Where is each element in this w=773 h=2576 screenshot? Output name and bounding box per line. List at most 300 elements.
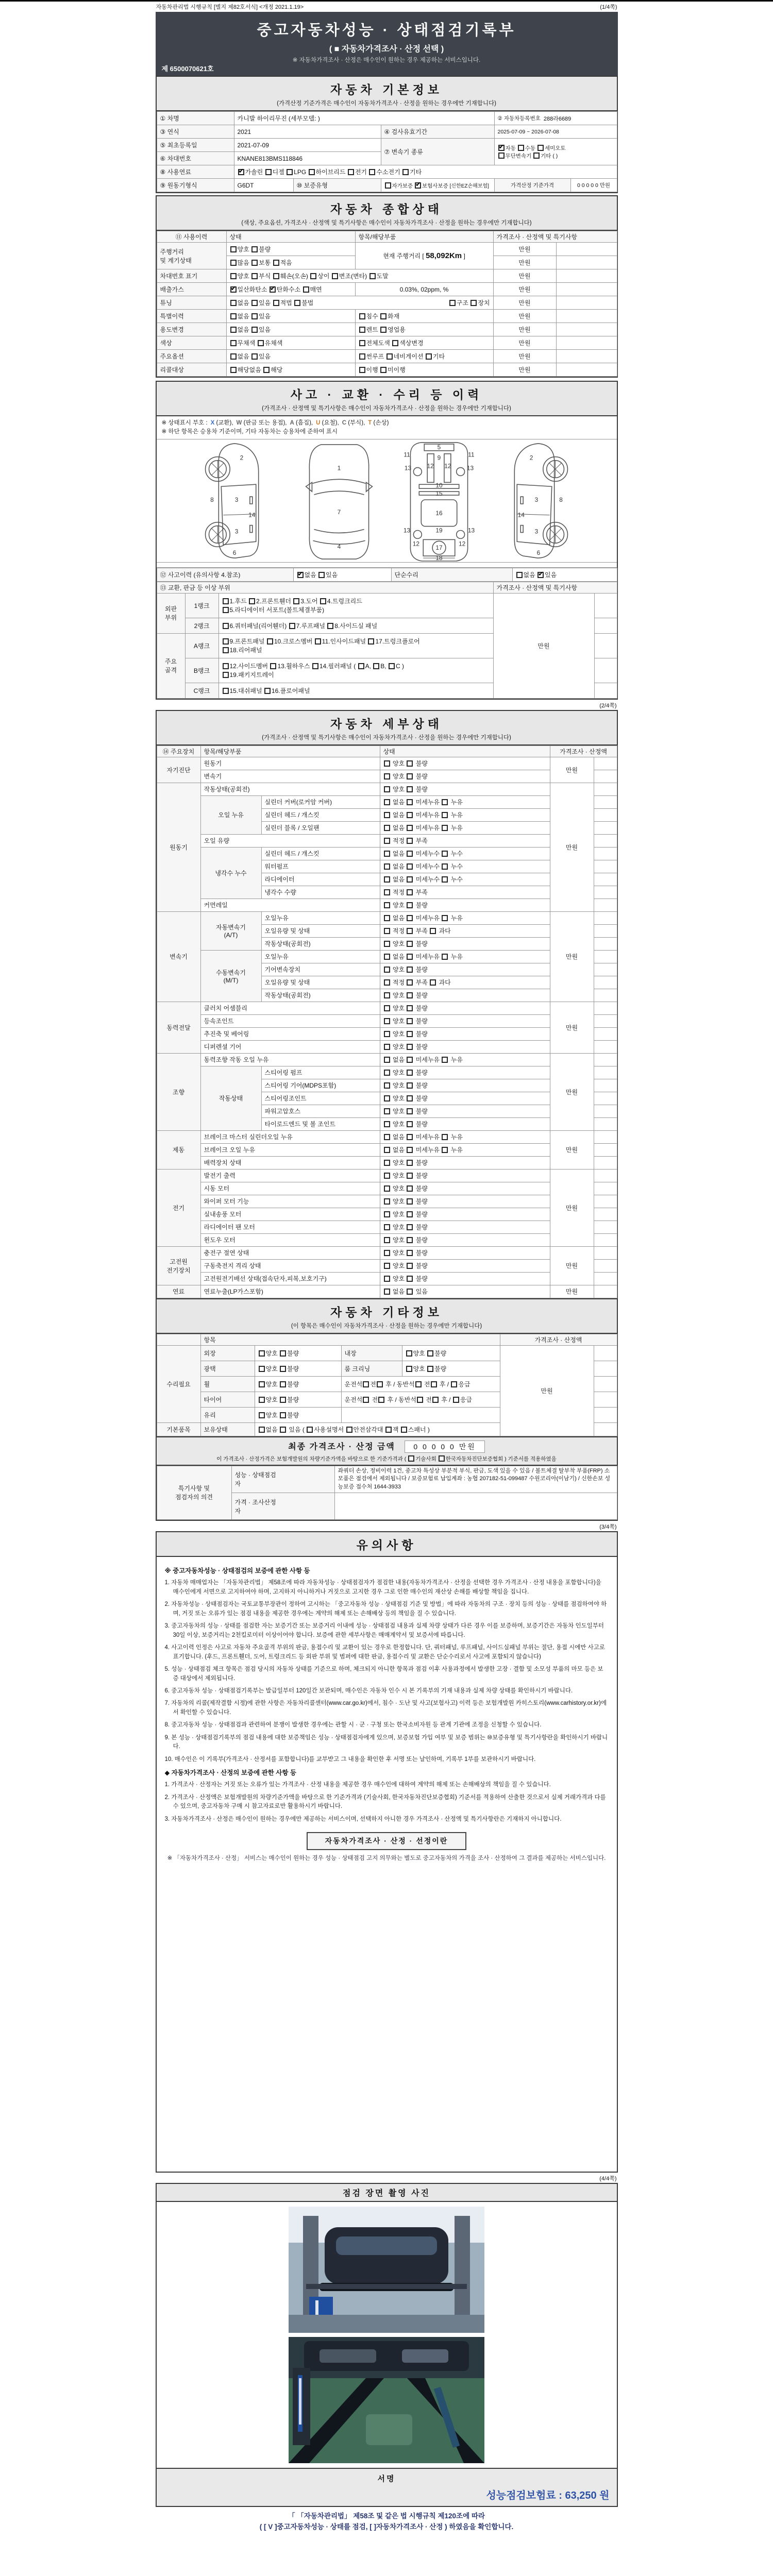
part-state: 양호 불량: [380, 1040, 550, 1053]
td-element: [594, 1361, 617, 1376]
signature-label: 서명: [377, 2475, 396, 2484]
checkbox-icon: [470, 300, 477, 306]
part-label: 스티어링 펌프: [261, 1066, 380, 1079]
photos-title: 점검 장면 촬영 사진: [343, 2189, 430, 2198]
checkbox-icon: [263, 367, 270, 373]
checkbox-icon: [230, 273, 237, 279]
part-state: 양호 불량: [380, 899, 550, 911]
price-cell: 만원: [493, 336, 556, 350]
td-element: [594, 1143, 617, 1156]
rect-element: [320, 2349, 376, 2363]
warranty-type-label: ⑩ 보증유형: [293, 179, 381, 192]
tr-element: [157, 757, 617, 770]
checkbox-icon: [407, 1147, 413, 1153]
text-element: 13: [466, 464, 474, 471]
notice-item: 5. 성능 · 상태점검 체크 항목은 점검 당시의 자동차 상태를 기준으로 하며, 체크되지 아니한 항목과 점검 이후 사용과정에서 발생한 고장 · 결함 및 소모성 부품의 마모 등은 보증 대상에서 제외됩니다.: [164, 1666, 603, 1682]
checkbox-icon: [407, 889, 413, 895]
td-element: [594, 1246, 617, 1259]
tr-element: [157, 165, 617, 179]
td-element: [594, 1066, 617, 1079]
tbody-element: [157, 231, 617, 377]
row-label: 배출가스: [157, 283, 226, 296]
path-element: [314, 491, 364, 495]
checkbox-icon: [230, 313, 237, 319]
text-element: 14: [248, 511, 256, 519]
engine-type-label: ⑨ 원동기형식: [157, 179, 234, 192]
device-group-label: 동력전달: [157, 1002, 200, 1053]
rect-element: [289, 2315, 484, 2333]
detail-subtitle: (가격조사 · 산정액 및 특기사항은 매수인이 자동차가격조사 · 산정을 원하는 경우에만 기재합니다): [262, 734, 511, 741]
td-element: [594, 1053, 617, 1066]
tr-element: [157, 283, 617, 296]
part-state: 적정 부족 과다: [380, 976, 550, 989]
section-detail-state: [156, 710, 618, 1521]
checkbox-icon: [407, 1108, 413, 1114]
etc-item-wide: 운전석 전 후 / 동반석 전 후 / 응급: [341, 1376, 500, 1392]
text-element: 2: [240, 454, 244, 462]
part-state: 양호 불량: [380, 757, 550, 770]
odometer-label: 주행거리 및 계기상태: [157, 243, 226, 269]
car-diagram-right-side: [495, 439, 573, 562]
checkbox-icon: [251, 353, 258, 360]
detail-header: [157, 711, 617, 745]
part-state: 양호 불량: [380, 1195, 550, 1208]
tbody-element: [157, 1334, 617, 1436]
checkbox-icon: [533, 152, 540, 159]
odometer-state-1: 양호 불량: [226, 243, 355, 256]
checkbox-icon: [401, 1427, 407, 1433]
rect-element: [250, 497, 253, 504]
final-price-band: [157, 1436, 617, 1466]
part-label: 디퍼렌셜 기어: [200, 1040, 380, 1053]
checkbox-icon: [346, 1427, 352, 1433]
tr-element: [157, 950, 617, 963]
td-element: [157, 1334, 200, 1345]
group-price-cell: 만원: [550, 783, 594, 911]
text-element: 18: [435, 554, 443, 562]
checkbox-icon: [453, 1397, 459, 1403]
td-element: [594, 1392, 617, 1407]
checkbox-icon: [384, 967, 390, 973]
checkbox-icon: [384, 1082, 390, 1089]
checkbox-icon: [289, 623, 295, 629]
checkbox-icon: [384, 1121, 390, 1127]
tr-element: [157, 231, 617, 243]
text-element: 3: [234, 496, 239, 503]
td-element: [556, 283, 617, 296]
td-element: [594, 1040, 617, 1053]
detail-grid: [157, 745, 617, 1298]
etc-item-state: 양호 불량: [255, 1345, 341, 1361]
etc-price-cell: 만원: [500, 1345, 594, 1436]
checkbox-icon: [315, 638, 321, 645]
checkbox-icon: [267, 638, 273, 645]
row-state: ✔ 일산화탄소 ✔탄화수소 매연: [226, 283, 355, 296]
tr-element: [157, 1040, 617, 1053]
td-element: [594, 924, 617, 937]
accident-history-label: ⑫ 사고이력 (유의사항 4.참조): [157, 568, 293, 581]
checkbox-icon: [223, 598, 229, 604]
price-cell: 만원: [493, 350, 556, 363]
checkbox-icon: [407, 773, 413, 779]
tr-element: [157, 1334, 617, 1345]
inspection-valid-value: 2025-07-09 ~ 2026-07-08: [494, 125, 617, 139]
checkbox-icon: [427, 1350, 433, 1357]
overall-subtitle: (색상, 주요옵션, 가격조사 · 산정액 및 특기사항은 매수인이 자동차가격조사 · 산정을 원하는 경우에만 기재합니다): [241, 220, 532, 226]
device-group-label: 자기진단: [157, 757, 200, 783]
checkbox-icon: [223, 688, 229, 694]
tr-element: [157, 834, 617, 847]
checkbox-icon: [384, 979, 390, 986]
rank-label: A랭크: [185, 633, 219, 658]
checkbox-icon: [327, 623, 333, 629]
checkbox-icon: [230, 327, 237, 333]
checkbox-icon: [251, 300, 258, 306]
checkbox-icon: [407, 812, 413, 818]
checkbox-icon: [407, 1018, 413, 1024]
td-element: [594, 795, 617, 808]
checkbox-icon: [498, 152, 505, 159]
rect-element: [520, 525, 523, 532]
checkbox-icon: [384, 876, 390, 883]
price-cell: 만원: [493, 283, 556, 296]
inspector-remarks: 좌쿼터 손상, 정비이력 1건, 중고차 특성상 부분적 부식, 판금, 도색 있을 수 있음 / 볼트체결 탈부착 부품(FRP) 소모품은 점검에서 제외됩니다 / 보증보험료 납입계좌 : 농협 207182-51-099487 수원코리아(이남기) / 신한손보 성능보증 접수처 1644-3933: [334, 1466, 617, 1493]
etc-item-label: 휠: [200, 1376, 255, 1392]
row-item: 이행 미이행: [355, 363, 493, 377]
group-price-cell: 만원: [550, 1169, 594, 1246]
notice-item: 9. 본 성능 · 상태점검기록부의 점검 내용에 대한 보증책임은 성능 · 상태점검자에게 있으며, 보증보험 가입 여부 및 보증 범위는 ⑩보증유형 및 특기사항란을 확인하시기 바랍니다.: [164, 1734, 608, 1750]
remarks-grid: [157, 1466, 617, 1520]
checkbox-icon: [384, 1134, 390, 1140]
basic-items-state: 없음 있음 ( 사용설명서 안전삼각대 잭 스패너 ): [255, 1422, 500, 1436]
accident-title: 사고 · 교환 · 수리 등 이력: [290, 388, 483, 401]
part-state: 양호 불량: [380, 1169, 550, 1182]
part-state: 양호 불량: [380, 1002, 550, 1014]
photos-header: [157, 2184, 617, 2202]
status-code-C: C: [342, 420, 346, 426]
checkbox-icon: [230, 367, 237, 373]
document-number: 제 6500070621호: [161, 65, 214, 73]
checkbox-icon: [259, 1397, 265, 1403]
part-label: 클러치 어셈블리: [200, 1002, 380, 1014]
checkbox-icon: [380, 367, 386, 373]
rank-label: C랭크: [185, 683, 219, 698]
sub-group-label: 수동변속기 (M/T): [200, 950, 261, 1002]
td-element: [594, 1105, 617, 1117]
text-element: 17: [435, 544, 443, 551]
td-element: [594, 1079, 617, 1092]
checkbox-icon: [384, 1198, 390, 1205]
tr-element: [157, 350, 617, 363]
checkbox-icon: [386, 353, 393, 360]
checkbox-icon: [384, 773, 390, 779]
checkbox-icon: [384, 838, 390, 844]
checkbox-icon: [369, 169, 375, 175]
td-element: [594, 834, 617, 847]
checkbox-icon: [384, 1057, 390, 1063]
etc-header: [157, 1298, 617, 1334]
checkbox-icon: [442, 851, 448, 857]
parts-price-header: 가격조사 · 산정액 및 특기사항: [493, 582, 617, 593]
checkbox-icon: [378, 1397, 384, 1403]
checkbox-icon: [431, 1381, 437, 1387]
row-label: 용도변경: [157, 323, 226, 336]
part-label: 원동기: [200, 757, 380, 770]
checkbox-icon: [280, 1381, 286, 1387]
span-element: 없음 있음 적법 불법: [230, 298, 314, 307]
tr-element: [157, 1233, 617, 1246]
basic-info-table: [157, 111, 617, 192]
part-label: 윈도우 모터: [200, 1233, 380, 1246]
form-reference-row: [156, 2, 618, 12]
checkbox-icon: [259, 1381, 265, 1387]
accident-subtitle: (가격조사 · 산정액 및 특기사항은 매수인이 자동차가격조사 · 산정을 원하는 경우에만 기재합니다): [262, 405, 511, 412]
checkbox-icon: [407, 1224, 413, 1230]
checkbox-icon: [320, 598, 326, 604]
part-state: 없음 미세누유 누유: [380, 1143, 550, 1156]
checkbox-icon: [384, 954, 390, 960]
part-state: 양호 불량: [380, 1156, 550, 1169]
circle-element: [413, 530, 422, 538]
checkbox-icon: [426, 353, 432, 360]
etc-item-state-b: 양호 불량: [402, 1345, 500, 1361]
part-state: 양호 불량: [380, 1259, 550, 1272]
row-label: 리콜대상: [157, 363, 226, 377]
rank-items: 1.후드 2.프론트휀더 3.도어 4.트렁크리드 5.라디에이터 서포트(볼트체결부품): [219, 593, 493, 618]
doc-note: ※ 자동차가격조사 · 산정은 매수인이 원하는 경우 제공하는 서비스입니다.: [292, 57, 481, 63]
etc-item-state: 양호 불량: [255, 1361, 341, 1376]
text-element: 4: [337, 543, 341, 550]
detail-table: [157, 745, 617, 1298]
notice-title: 유의사항: [356, 1538, 417, 1552]
repair-needed-label: 수리필요: [157, 1345, 200, 1422]
fuel-options: ✔ 가솔린 디젤 LPG 하이브리드 전기 수소전기 기타: [234, 165, 617, 179]
td-element: [594, 1272, 617, 1285]
price-cell: 만원: [493, 363, 556, 377]
part-label: 스티어링조인트: [261, 1092, 380, 1105]
fuel-label: ⑧ 사용연료: [157, 165, 234, 179]
checkbox-icon: [384, 851, 390, 857]
page-number-3: (3/4쪽): [599, 1524, 617, 1531]
group-price-cell: 만원: [550, 1130, 594, 1169]
doc-title: 중고자동차성능 · 상태점검기록부: [257, 22, 516, 39]
checkbox-checked-icon: [498, 145, 505, 151]
overall-header: [157, 196, 617, 231]
checkbox-icon: [384, 1160, 390, 1166]
checkbox-icon: [407, 979, 413, 986]
etc-col-price: 가격조사 · 산정액: [500, 1334, 617, 1345]
checkbox-icon: [384, 1044, 390, 1050]
part-label: 오일유량 및 상태: [261, 924, 380, 937]
tr-element: [157, 112, 617, 125]
tr-element: [157, 1169, 617, 1182]
td-element: [594, 1233, 617, 1246]
part-state: 양호 불량: [380, 1092, 550, 1105]
part-label: 작동상태(공회전): [261, 937, 380, 950]
document: [156, 0, 618, 2533]
checkbox-icon: [384, 889, 390, 895]
td-element: [594, 1208, 617, 1221]
checkbox-icon: [415, 1381, 422, 1387]
part-label: 동력조향 작동 오일 누유: [200, 1053, 380, 1066]
checkbox-icon: [287, 169, 293, 175]
inspection-insurance-fee: 성능점검보험료 : 63,250 원: [486, 2490, 610, 2502]
part-label: 오일누유: [261, 911, 380, 924]
part-state: 양호 불량: [380, 1066, 550, 1079]
part-label: 배력장치 상태: [200, 1156, 380, 1169]
checkbox-icon: [516, 572, 523, 578]
inspection-photo-lift-front: [289, 2207, 484, 2333]
text-element: 10: [435, 481, 443, 489]
checkbox-icon: [294, 300, 300, 306]
group-price-cell: 만원: [550, 1002, 594, 1053]
td-element: [594, 1002, 617, 1014]
tr-element: [157, 1285, 617, 1298]
odometer-state-2: 많음 보통 적음: [226, 256, 355, 269]
photos-body: [157, 2202, 617, 2468]
checkbox-icon: [442, 825, 448, 831]
td-element: [594, 593, 617, 618]
law-reference: 자동차관리법 시행규칙 [별지 제82호서식] <개정 2021.1.19>: [156, 4, 304, 10]
part-state: 적정 부족: [380, 886, 550, 899]
td-element: [594, 963, 617, 976]
div-element: [165, 1832, 609, 1850]
checkbox-checked-icon: [230, 286, 237, 293]
etc-subtitle: (이 항목은 매수인이 자동차가격조사 · 산정을 원하는 경우에만 기재합니다): [291, 1323, 482, 1329]
checkbox-icon: [363, 1397, 369, 1403]
checkbox-icon: [363, 1381, 369, 1387]
notice-section-heading: ◆ 자동차가격조사 · 산정의 보증에 관한 사항 등: [164, 1769, 296, 1777]
part-state: 없음 미세누유 누유: [380, 1130, 550, 1143]
checkbox-icon: [537, 145, 544, 151]
td-element: [594, 899, 617, 911]
panel-rank-table: [157, 582, 617, 699]
tr-element: [157, 1027, 617, 1040]
panel-group-label: 외판 부위: [157, 593, 185, 633]
checkbox-icon: [442, 1057, 448, 1063]
etc-item-label: 외장: [200, 1345, 255, 1361]
span-element: (흠집),: [296, 420, 313, 426]
checkbox-icon: [309, 169, 315, 175]
sub-group-label: 오일 누유: [200, 795, 261, 834]
appraiser-remarks: [334, 1493, 617, 1520]
part-label: 등속조인트: [200, 1014, 380, 1027]
section-notice: [156, 1531, 618, 2173]
rect-element: [306, 2284, 467, 2289]
td-element: [594, 1376, 617, 1392]
overall-grid: [157, 231, 617, 377]
text-element: 14: [517, 511, 525, 519]
part-label: 발전기 출력: [200, 1169, 380, 1182]
checkbox-icon: [273, 300, 279, 306]
col-state: 상태: [226, 231, 355, 243]
tr-element: [157, 1208, 617, 1221]
etc-item-label: 유리: [200, 1407, 255, 1422]
part-label: 워터펌프: [261, 860, 380, 873]
part-state: 양호 불량: [380, 1014, 550, 1027]
checkbox-icon: [384, 902, 390, 908]
parts-price-cell: 만원: [493, 593, 594, 698]
checkbox-icon: [384, 825, 390, 831]
text-element: 12: [412, 539, 419, 547]
checkbox-icon: [408, 1455, 414, 1462]
basic-info-subtitle: (가격산정 기준가격은 매수인이 자동차가격조사 · 산정을 원하는 경우에만 기재합니다): [277, 100, 496, 107]
tr-element: [157, 1182, 617, 1195]
tr-element: [157, 745, 617, 757]
col-part: 항목/해당부품: [200, 745, 380, 757]
part-label: 실린더 커버(로커암 커버): [261, 795, 380, 808]
checkbox-icon: [442, 1147, 448, 1153]
td-element: [594, 658, 617, 683]
etc-col-item: 항목: [200, 1334, 500, 1345]
td-element: [594, 757, 617, 770]
checkbox-icon: [368, 638, 374, 645]
final-price-value: 0 0 0 0 0 만원: [405, 1440, 484, 1453]
checkbox-icon: [384, 1237, 390, 1243]
checkbox-icon: [293, 598, 299, 604]
final-price-label: 최종 가격조사 · 산정 금액: [288, 1442, 395, 1451]
doc-header: [156, 12, 618, 76]
checkbox-icon: [407, 760, 413, 767]
group-price-cell: 만원: [550, 911, 594, 1002]
td-element: [556, 269, 617, 283]
tr-element: [157, 269, 617, 283]
tr-element: [157, 795, 617, 808]
col-price: 가격조사 · 산정액: [550, 745, 617, 757]
part-label: 냉각수 수량: [261, 886, 380, 899]
checkbox-icon: [380, 327, 386, 333]
tr-element: [157, 1246, 617, 1259]
checkbox-icon: [359, 327, 365, 333]
car-diagram-top: [295, 439, 383, 562]
checkbox-icon: [249, 598, 255, 604]
checkbox-icon: [384, 1108, 390, 1114]
checkbox-icon: [223, 638, 229, 645]
etc-item-state: 양호 불량: [255, 1407, 341, 1422]
tr-element: [157, 1195, 617, 1208]
text-element: 1: [337, 464, 341, 471]
checkbox-icon: [442, 876, 448, 883]
status-code-U: U: [316, 420, 321, 426]
notice-header: [157, 1532, 617, 1557]
part-label: 작동상태(공회전): [261, 989, 380, 1002]
etc-item-state-b: 양호 불량: [402, 1361, 500, 1376]
polygon-element: [306, 482, 312, 492]
div-element: [162, 419, 612, 428]
checkbox-icon: [280, 1427, 286, 1433]
section-overall-state: [156, 195, 618, 378]
td-element: [594, 1422, 617, 1436]
etc-table: [157, 1334, 617, 1436]
part-state: 없음 미세누유 누유: [380, 821, 550, 834]
checkbox-icon: [442, 863, 448, 870]
checkbox-icon: [264, 688, 271, 694]
status-code-T: T: [368, 420, 372, 426]
checkbox-icon: [407, 1082, 413, 1089]
part-label: 구동축전지 격리 상태: [200, 1259, 380, 1272]
part-state: 양호 불량: [380, 989, 550, 1002]
part-state: 없음 미세누유 누유: [380, 795, 550, 808]
checkbox-icon: [384, 1147, 390, 1153]
checkbox-icon: [310, 273, 316, 279]
part-state: 양호 불량: [380, 1221, 550, 1233]
circle-element: [457, 530, 465, 538]
row-label: 튜닝: [157, 296, 226, 310]
text-element: 15: [435, 489, 443, 497]
checkbox-icon: [407, 967, 413, 973]
part-state: 양호 불량: [380, 1079, 550, 1092]
vin-value: KNANE813BMS118846: [234, 152, 381, 165]
